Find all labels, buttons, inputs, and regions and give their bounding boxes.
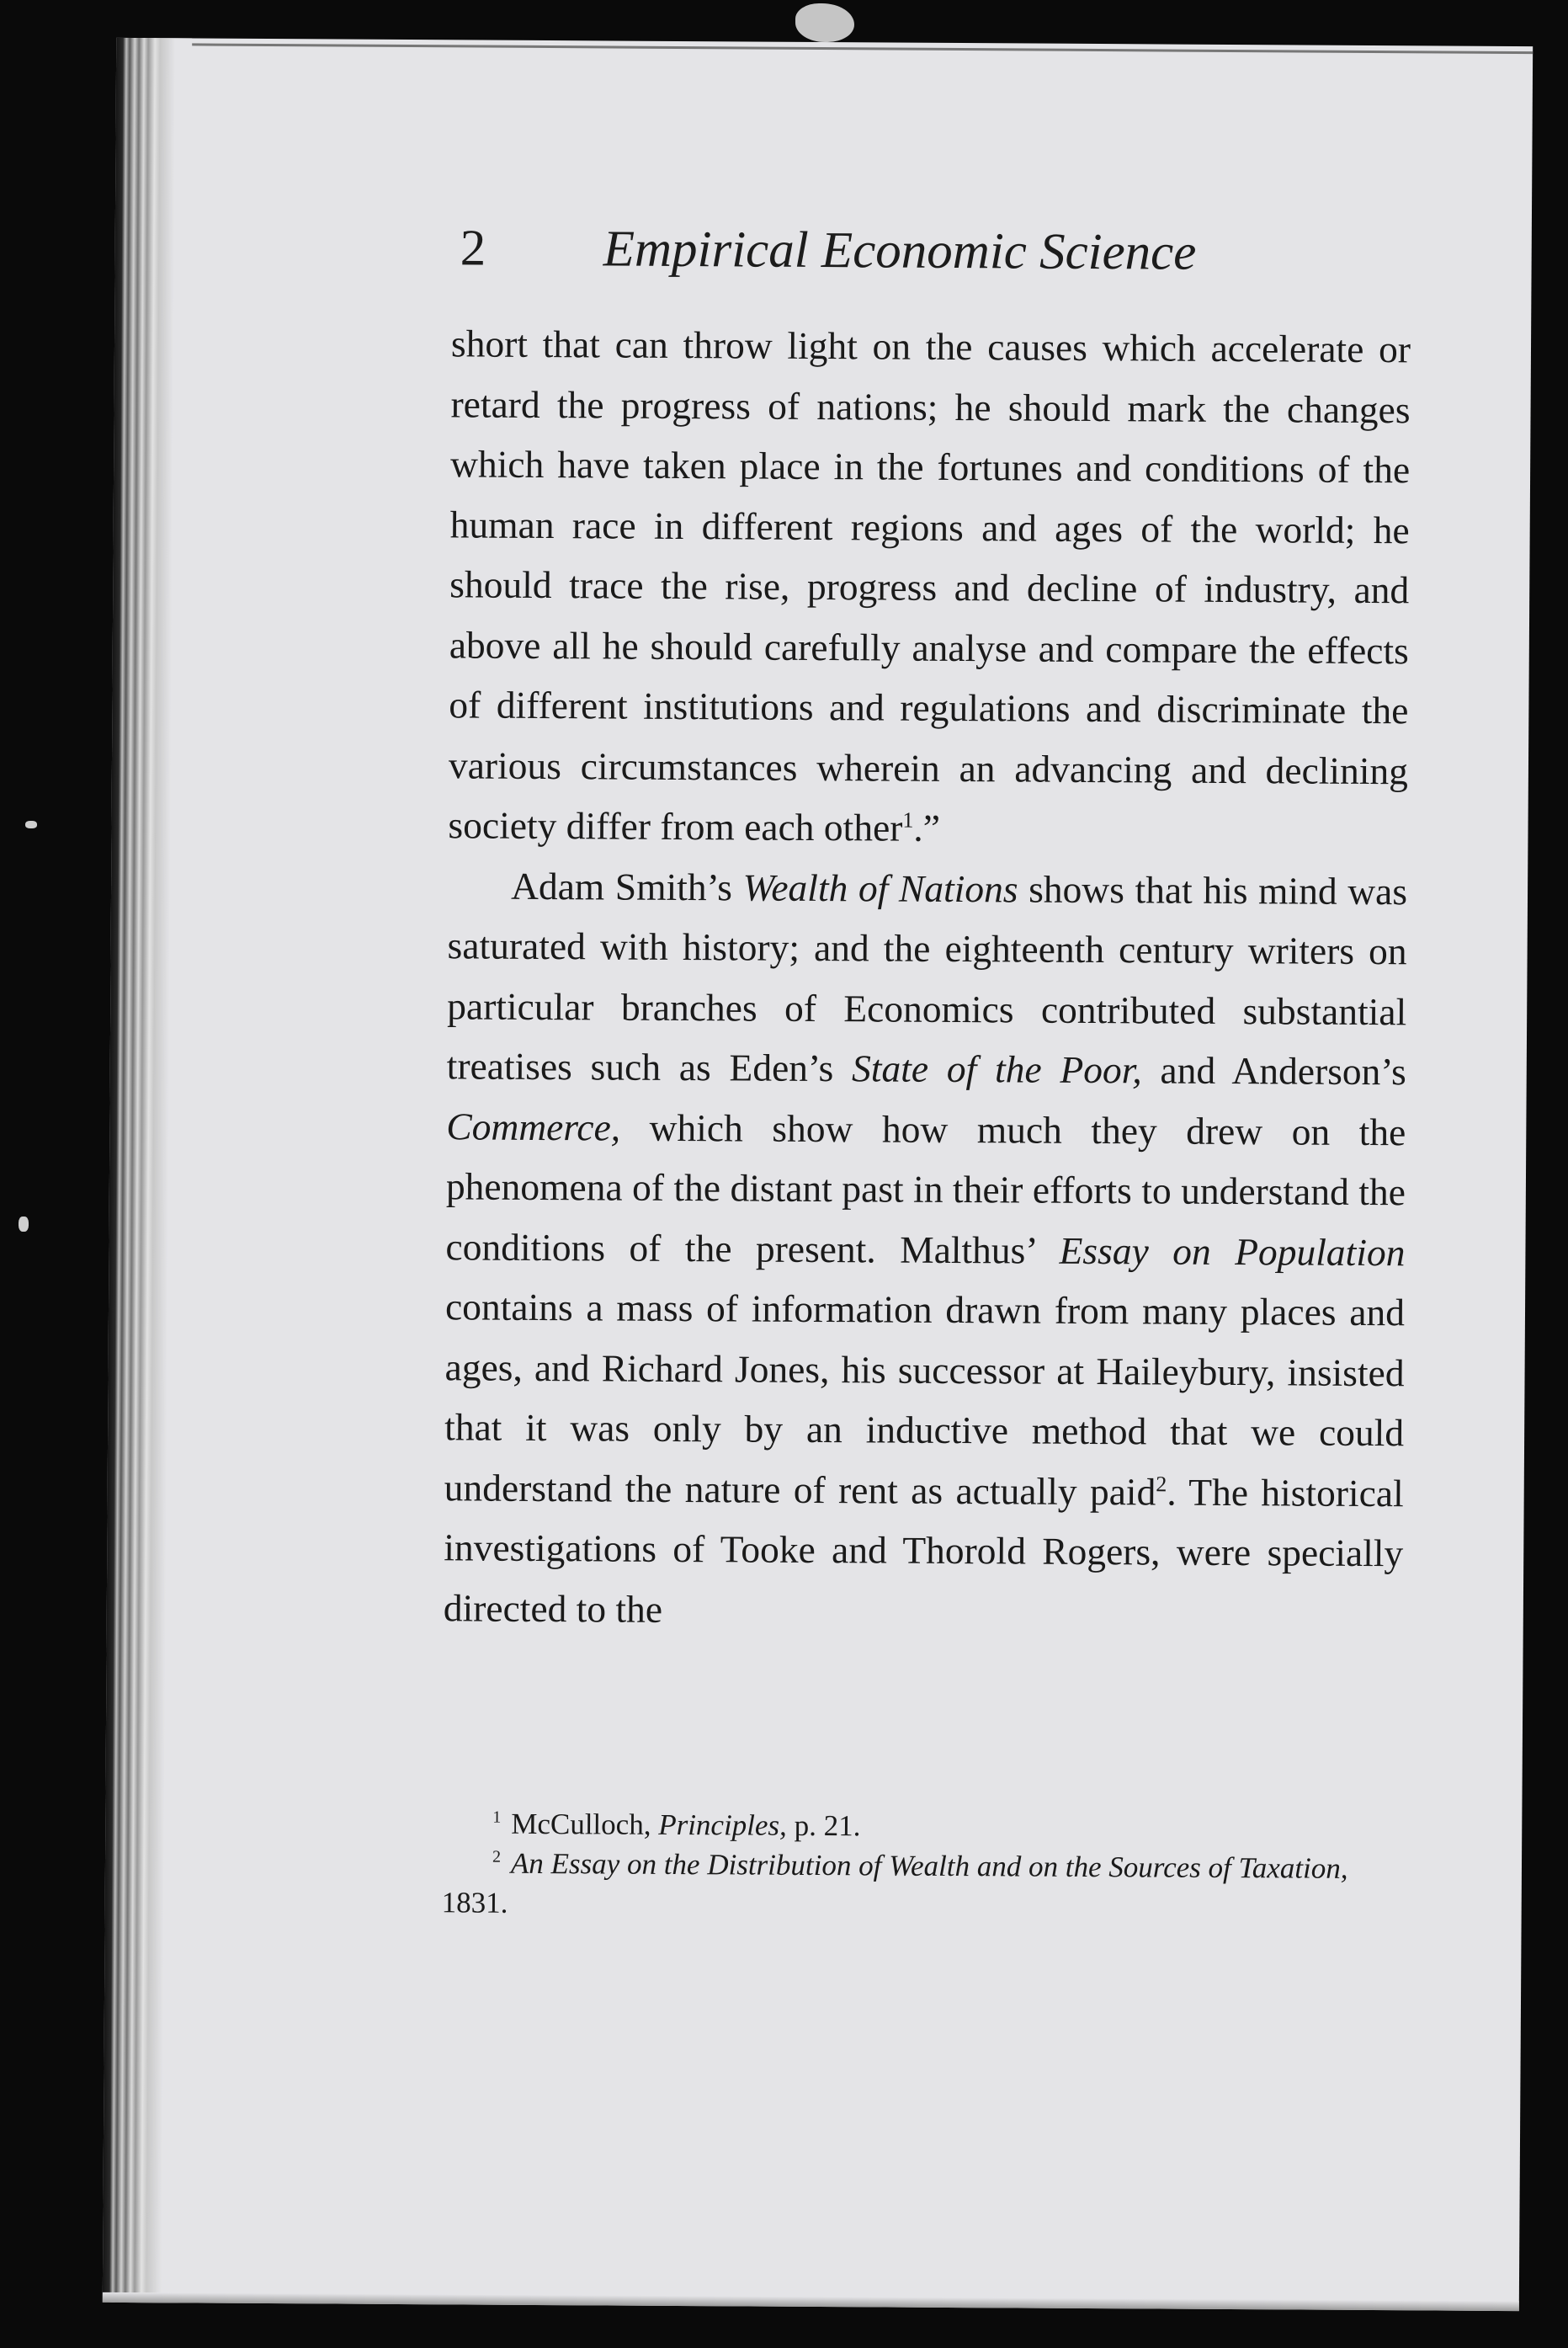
footnote (442, 1843, 1402, 1928)
page-number: 2 (460, 220, 486, 277)
book-title: Wealth of Nations (742, 865, 1018, 910)
paragraph-text: . The historical investigations of Tooke and Thorold Rogers, were specially directed to the (443, 1470, 1404, 1631)
footnote-mark: 2 (492, 1847, 502, 1867)
page-bottom-edge (103, 2292, 1519, 2311)
book-title: Essay on Population (1059, 1228, 1406, 1274)
scan-artifact-speck (19, 1217, 29, 1232)
running-head (460, 219, 1385, 284)
running-head-title: Empirical Economic Science (603, 221, 1197, 281)
footnote-reference: 1 (902, 807, 914, 833)
paragraph-text: shows that his mind was saturated with history; and the eighteenth century writers on particular branches of Economics contributed substantial treatises such as Eden’s (446, 866, 1408, 1090)
paragraph-text: short that can throw light on the causes which accelerate or retard the progress of nations; he should mark the changes which have taken place in the fortunes and conditions of the human race in different regions and ages of the world; he should trace the rise, progress and decline of industry, and above all he should carefully analyse and compare the effects of different institutions and regulations and discriminate the various circumstances wherein an advancing and declining society differ from each other (448, 322, 1411, 849)
footnote-page: p. 21. (786, 1808, 861, 1843)
body-text (444, 313, 1411, 1643)
book-spine-edge (103, 38, 192, 2303)
paragraph-end: .” (913, 806, 941, 849)
footnote-work: Principles, (658, 1808, 788, 1842)
scan-artifact-blob (795, 3, 854, 42)
book-title: State of the Poor, (851, 1046, 1142, 1092)
footnote (442, 1803, 1401, 1849)
footnote-author: McCulloch, (511, 1807, 659, 1841)
footnotes (442, 1803, 1402, 1928)
book-title: Commerce, (446, 1104, 621, 1149)
footnote-work: An Essay on the Distribution of Wealth and on the Sources of Taxation, (510, 1846, 1348, 1885)
book-page (103, 38, 1533, 2311)
paragraph-text: contains a mass of information drawn from many places and ages, and Richard Jones, his successor at Haileybury, insisted that it was only by an inductive method that we could understand the nature of rent as actually paid (444, 1285, 1406, 1513)
paragraph-text: which show how much they drew on the phenomena of the distant past in their efforts to understand the conditions of the present. Malthus’ (445, 1105, 1406, 1272)
footnote-year: 1831. (441, 1886, 508, 1919)
paragraph (444, 855, 1408, 1643)
scan-artifact-speck (25, 821, 37, 828)
footnote-mark: 1 (492, 1808, 502, 1828)
footnote-reference: 2 (1156, 1471, 1167, 1496)
paragraph-text: and Anderson’s (1141, 1048, 1406, 1094)
paragraph (448, 313, 1411, 860)
page-top-edge (192, 43, 1533, 54)
paragraph-text: Adam Smith’s (510, 864, 743, 908)
